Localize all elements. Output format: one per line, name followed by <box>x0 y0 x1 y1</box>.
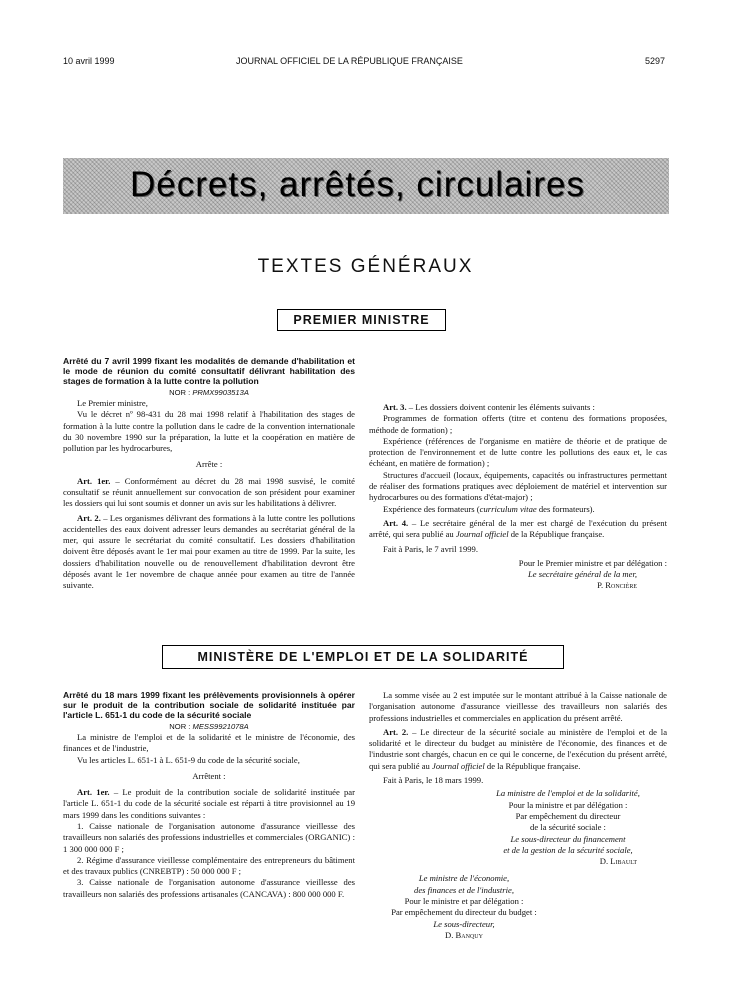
nor-code: PRMX9903513A <box>192 387 249 397</box>
signature-line: Pour le ministre et par délégation : <box>404 896 524 907</box>
article-4 <box>369 518 667 541</box>
text: Expérience des formateurs ( <box>383 503 480 514</box>
signature-block-1 <box>369 788 667 867</box>
ministry-box-1 <box>277 309 446 331</box>
list-item: Expérience (références de l'organisme en matière de théorie et de pratique de protection de l'environnement et de lutte contre les pollutions des eaux et, le cas échéant, en matière de formation) ; <box>369 435 667 469</box>
list-item: 1. Caisse nationale de l'organisation autonome d'assurance vieillesse des travailleurs non salariés des professions industrielles et commerciales (ORGANIC) : 1 300 000 000 F ; <box>63 820 355 854</box>
banner-title: Décrets, arrêtés, circulaires <box>130 165 585 204</box>
article-text: – Les dossiers doivent contenir les éléments suivants : <box>406 402 595 412</box>
article-label: Art. 2. <box>383 726 409 737</box>
list-item: Programmes de formation offerts (titre et contenu des formations proposées, méthode de formation) ; <box>369 413 667 435</box>
block1-nor <box>63 387 355 398</box>
signature-block-2 <box>369 873 559 941</box>
text: curriculum vitae <box>479 503 537 514</box>
article-text: – Les organismes délivrant des formations à la lutte contre les pollutions accidentelles des eaux doivent adresser leurs demandes au secrétariat général de la mer, qui assure le secrétariat du comité consultatif. Les dossiers d'habilitation doivent être déposés avant le 1er mai pour examen au titre de 1999. Par la suite, les dossiers d'habilitation nouvelle ou de renouvellement d'habilitation devront être déposés avant le 1er novembre de chaque année pour examen au titre de l'année suivante. <box>63 512 355 591</box>
signature-line: et de la gestion de la sécurité sociale, <box>503 844 633 855</box>
ministry-label-2: MINISTÈRE DE L'EMPLOI ET DE LA SOLIDARITÉ <box>197 650 529 664</box>
ministry-box-2 <box>162 645 564 669</box>
signature-line: Le sous-directeur du financement <box>510 833 626 844</box>
article-text: de la République française. <box>484 760 581 771</box>
paragraph: La ministre de l'emploi et de la solidarité et le ministre de l'économie, des finances et de l'industrie, <box>63 731 355 754</box>
article-label: Art. 4. <box>383 517 409 528</box>
signature-line: Pour la ministre et par délégation : <box>508 799 628 810</box>
block1-left-column <box>63 356 355 592</box>
signature-name: D. Libault <box>599 856 637 867</box>
block2-left-column <box>63 690 355 900</box>
ministry-label-1: PREMIER MINISTRE <box>293 313 430 327</box>
article-text: – Conformément au décret du 28 mai 1998 susvisé, le comité consultatif se réunit annuellement sur convocation de son président pour examiner les dossiers qui lui sont soumis et donner un avis sur les habilitations à délivrer. <box>63 475 355 509</box>
article-text: – Le secrétaire général de la mer est chargé de l'exécution du présent arrêté, qui sera publié au <box>369 517 667 540</box>
list-item: 3. Caisse nationale de l'organisation autonome d'assurance vieillesse des travailleurs non salariés des professions artisanales (CANCAVA) : 800 000 000 F. <box>63 877 355 899</box>
signature-line: Pour le Premier ministre et par délégation : <box>518 557 667 568</box>
article-label: Art. 1er. <box>77 787 110 798</box>
arrete-label: Arrête : <box>195 459 223 470</box>
section-title: TEXTES GÉNÉRAUX <box>257 256 474 277</box>
signature-line: des finances et de l'industrie, <box>414 884 514 895</box>
signature-line: Le ministre de l'économie, <box>418 873 510 884</box>
signature-name: P. Roncière <box>597 580 637 591</box>
paragraph: Vu les articles L. 651-1 à L. 651-9 du code de la sécurité sociale, <box>77 754 300 765</box>
list-item: 2. Régime d'assurance vieillesse complémentaire des entrepreneurs du bâtiment et des travaux publics (CNREBTP) : 50 000 000 F ; <box>63 854 355 877</box>
block1-right-column <box>369 356 667 592</box>
paragraph: Le Premier ministre, <box>77 397 148 408</box>
signature-line: Par empêchement du directeur <box>515 810 621 821</box>
block1-title: Arrêté du 7 avril 1999 fixant les modalités de demande d'habilitation et le mode de réunion du comité consultatif délivrant habilitation des stages de formation à la lutte contre la pollution <box>63 356 355 387</box>
article-text: – Le produit de la contribution sociale de solidarité instituée par l'article L. 651-1 du code de la sécurité sociale est réparti à titre provisionnel au 19 mars 1999 dans les conditions suivantes : <box>63 787 355 820</box>
paragraph: La somme visée au 2 est imputée sur le montant attribué à la Caisse nationale de l'organisation autonome d'assurance vieillesse des travailleurs non salariés des professions industrielles et commerciales en application du présent arrêté. <box>369 690 667 723</box>
nor-code: MESS9921078A <box>192 721 249 731</box>
article-text: de la République française. <box>508 529 605 540</box>
journal-ref: Journal officiel <box>455 529 509 540</box>
paragraph: Vu le décret nº 98-431 du 28 mai 1998 relatif à l'habilitation des stages de formation à la lutte contre la pollution dans le cadre de la convention internationale du 30 novembre 1990 sur la préparation, la lutte et la coopération en matière de pollution par les hydrocarbures, <box>63 409 355 454</box>
signature-line: Le sous-directeur, <box>433 918 495 929</box>
header-page: 5297 <box>645 56 666 66</box>
block2-nor <box>63 721 355 732</box>
arretent-label: Arrêtent : <box>192 770 226 781</box>
header-journal: JOURNAL OFFICIEL DE LA RÉPUBLIQUE FRANÇAISE <box>236 56 463 66</box>
nor-label: NOR : <box>169 387 191 397</box>
article-label: Art. 3. <box>383 402 407 412</box>
article-label: Art. 2. <box>77 512 101 523</box>
signing-place-date: Fait à Paris, le 18 mars 1999. <box>383 775 484 786</box>
article-2 <box>63 513 355 592</box>
article-label: Art. 1er. <box>77 475 111 486</box>
block2-title: Arrêté du 18 mars 1999 fixant les prélèvements provisionnels à opérer sur le produit de la contribution sociale de solidarité instituée par l'article L. 651-1 du code de la sécurité sociale <box>63 690 355 721</box>
header-date: 10 avril 1999 <box>63 56 115 66</box>
article-1 <box>63 476 355 510</box>
text: des formateurs). <box>536 503 595 514</box>
block2-right-column <box>369 690 667 941</box>
signature-line: de la sécurité sociale : <box>530 822 606 833</box>
article-1 <box>63 787 355 821</box>
signing-place-date: Fait à Paris, le 7 avril 1999. <box>383 543 478 554</box>
signature-line: Par empêchement du directeur du budget : <box>391 907 537 918</box>
list-item: Structures d'accueil (locaux, équipements, capacités ou infrastructures permettant de réaliser des formations pratiques avec déploiement de matériel et intervention sur hydrocarbures ou des formations d'état-major) ; <box>369 469 667 503</box>
list-item <box>369 504 667 515</box>
article-text: – Le directeur de la sécurité sociale au ministère de l'emploi et de la solidarité et le directeur du budget au ministère de l'économie, des finances et de l'industrie sont chargés, chacun en ce qui le concerne, de l'exécution du présent arrêté, qui sera publié au <box>369 726 668 771</box>
signature-line: La ministre de l'emploi et de la solidarité, <box>496 788 640 799</box>
signature-line: Le secrétaire général de la mer, <box>528 569 637 580</box>
signature-name: D. Banquy <box>445 929 483 940</box>
article-3 <box>369 402 667 413</box>
nor-label: NOR : <box>169 721 191 731</box>
journal-ref: Journal officiel <box>432 760 485 771</box>
article-2 <box>369 727 667 772</box>
